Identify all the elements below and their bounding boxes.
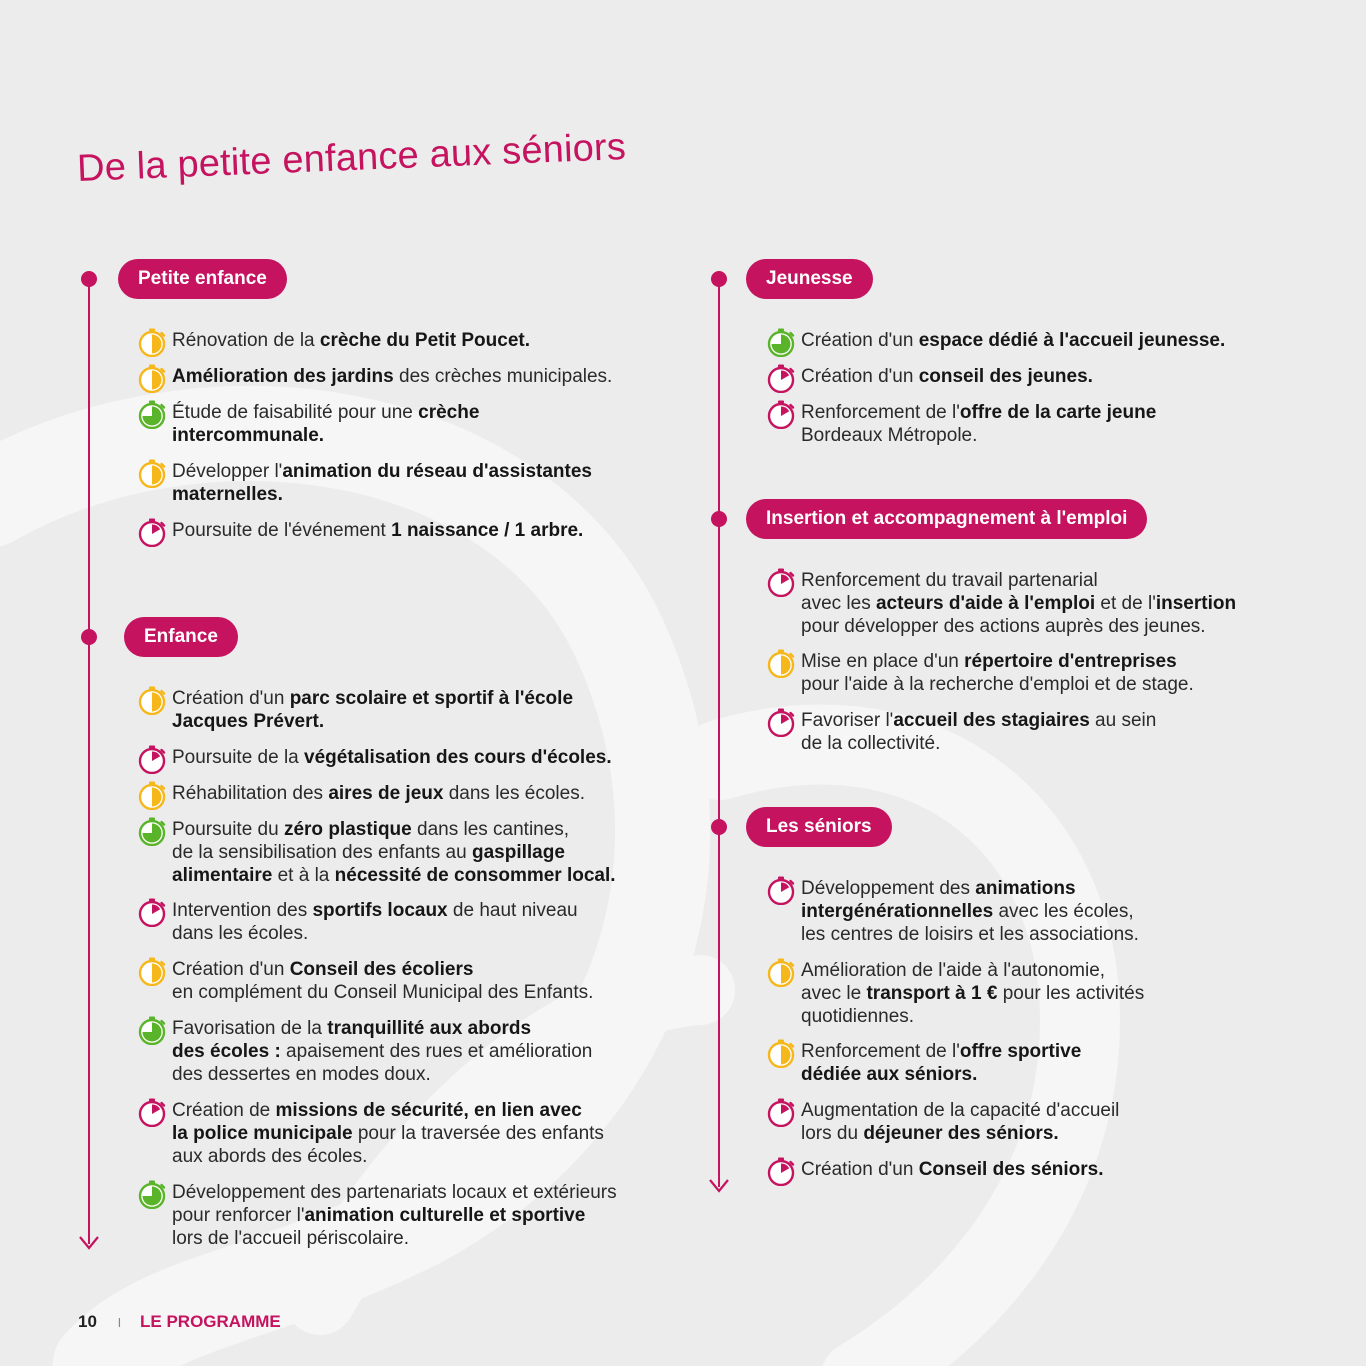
stopwatch-pink-icon — [766, 875, 796, 905]
stopwatch-pink-icon — [137, 517, 167, 547]
section-header-insertion: Insertion et accompagnement à l'emploi — [746, 499, 1147, 539]
timeline-arrow-down-icon — [79, 1236, 99, 1250]
list-item-text: Mise en place d'un répertoire d'entreprises pour l'aide à la recherche d'emploi et de stage. — [801, 651, 1194, 695]
list-item-text: Création d'un parc scolaire et sportif à l'école Jacques Prévert. — [172, 688, 574, 732]
list-item-text: Rénovation de la crèche du Petit Poucet. — [172, 330, 531, 351]
stopwatch-pink-icon — [766, 1156, 796, 1186]
timeline-dot — [711, 271, 727, 287]
page-footer — [78, 1312, 281, 1332]
timeline-dot — [81, 629, 97, 645]
section-header-jeunesse: Jeunesse — [746, 259, 873, 299]
timeline-dot — [711, 819, 727, 835]
stopwatch-yellow-icon — [766, 957, 796, 987]
list-item-text: Poursuite de la végétalisation des cours d'écoles. — [172, 747, 612, 768]
list-item-text: Création d'un Conseil des séniors. — [801, 1159, 1104, 1180]
list-item-text: Favoriser l'accueil des stagiaires au sein de la collectivité. — [801, 710, 1157, 754]
stopwatch-yellow-icon — [766, 1038, 796, 1068]
stopwatch-yellow-icon — [137, 363, 167, 393]
stopwatch-green-icon — [766, 327, 796, 357]
stopwatch-yellow-icon — [137, 685, 167, 715]
stopwatch-pink-icon — [766, 707, 796, 737]
list-item-text: Étude de faisabilité pour une crèche intercommunale. — [172, 402, 480, 446]
stopwatch-pink-icon — [766, 399, 796, 429]
section-header-seniors: Les séniors — [746, 807, 892, 847]
list-item-text: Augmentation de la capacité d'accueil lors du déjeuner des séniors. — [801, 1100, 1120, 1144]
stopwatch-pink-icon — [137, 1097, 167, 1127]
stopwatch-yellow-icon — [137, 956, 167, 986]
list-item-text: Renforcement de l'offre sportive dédiée aux séniors. — [801, 1041, 1082, 1085]
timeline-dot — [711, 511, 727, 527]
stopwatch-pink-icon — [766, 567, 796, 597]
section-header-enfance: Enfance — [124, 617, 238, 657]
list-item-text: Création d'un Conseil des écoliers en complément du Conseil Municipal des Enfants. — [172, 959, 594, 1003]
footer-separator: I — [117, 1315, 122, 1330]
list-item-text: Intervention des sportifs locaux de haut niveau dans les écoles. — [172, 900, 578, 944]
stopwatch-pink-icon — [766, 363, 796, 393]
stopwatch-yellow-icon — [766, 648, 796, 678]
list-item-text: Développement des animations intergénérationnelles avec les écoles, les centres de loisirs et les associations. — [801, 878, 1139, 945]
stopwatch-pink-icon — [137, 744, 167, 774]
list-item-text: Poursuite du zéro plastique dans les cantines, de la sensibilisation des enfants au gaspillage alimentaire et à la nécessité de consommer local. — [172, 819, 616, 886]
list-item-text: Création d'un espace dédié à l'accueil jeunesse. — [801, 330, 1226, 351]
timeline-arrow-down-icon — [709, 1179, 729, 1193]
list-item-text: Renforcement de l'offre de la carte jeune Bordeaux Métropole. — [801, 402, 1157, 446]
timeline-dot — [81, 271, 97, 287]
stopwatch-yellow-icon — [137, 780, 167, 810]
list-item-text: Amélioration des jardins des crèches municipales. — [172, 366, 613, 387]
stopwatch-green-icon — [137, 1015, 167, 1045]
list-item-text: Amélioration de l'aide à l'autonomie, avec le transport à 1 € pour les activités quotidiennes. — [801, 960, 1145, 1027]
page-number: 10 — [78, 1312, 97, 1331]
stopwatch-pink-icon — [766, 1097, 796, 1127]
list-item-text: Poursuite de l'événement 1 naissance / 1 arbre. — [172, 520, 584, 541]
page-title: De la petite enfance aux séniors — [76, 125, 627, 191]
list-item-text: Favorisation de la tranquillité aux abords des écoles : apaisement des rues et amélioration des dessertes en modes doux. — [172, 1018, 593, 1085]
list-item-text: Création de missions de sécurité, en lien avec la police municipale pour la traversée des enfants aux abords des écoles. — [172, 1100, 604, 1167]
list-item-text: Développement des partenariats locaux et extérieurs pour renforcer l'animation culturelle et sportive lors de l'accueil périscolaire. — [172, 1182, 617, 1249]
stopwatch-green-icon — [137, 399, 167, 429]
timeline-line-right — [718, 279, 720, 1187]
list-item-text: Création d'un conseil des jeunes. — [801, 366, 1093, 387]
stopwatch-yellow-icon — [137, 327, 167, 357]
list-item-text: Renforcement du travail partenarial avec les acteurs d'aide à l'emploi et de l'insertion pour développer des actions auprès des jeunes. — [801, 570, 1237, 637]
timeline-line-left — [88, 279, 90, 1244]
list-item-text: Réhabilitation des aires de jeux dans les écoles. — [172, 783, 585, 804]
stopwatch-yellow-icon — [137, 458, 167, 488]
stopwatch-pink-icon — [137, 897, 167, 927]
section-header-petite-enfance: Petite enfance — [118, 259, 287, 299]
stopwatch-green-icon — [137, 1179, 167, 1209]
stopwatch-green-icon — [137, 816, 167, 846]
list-item-text: Développer l'animation du réseau d'assistantes maternelles. — [172, 461, 592, 505]
footer-section-label: LE PROGRAMME — [140, 1312, 281, 1331]
